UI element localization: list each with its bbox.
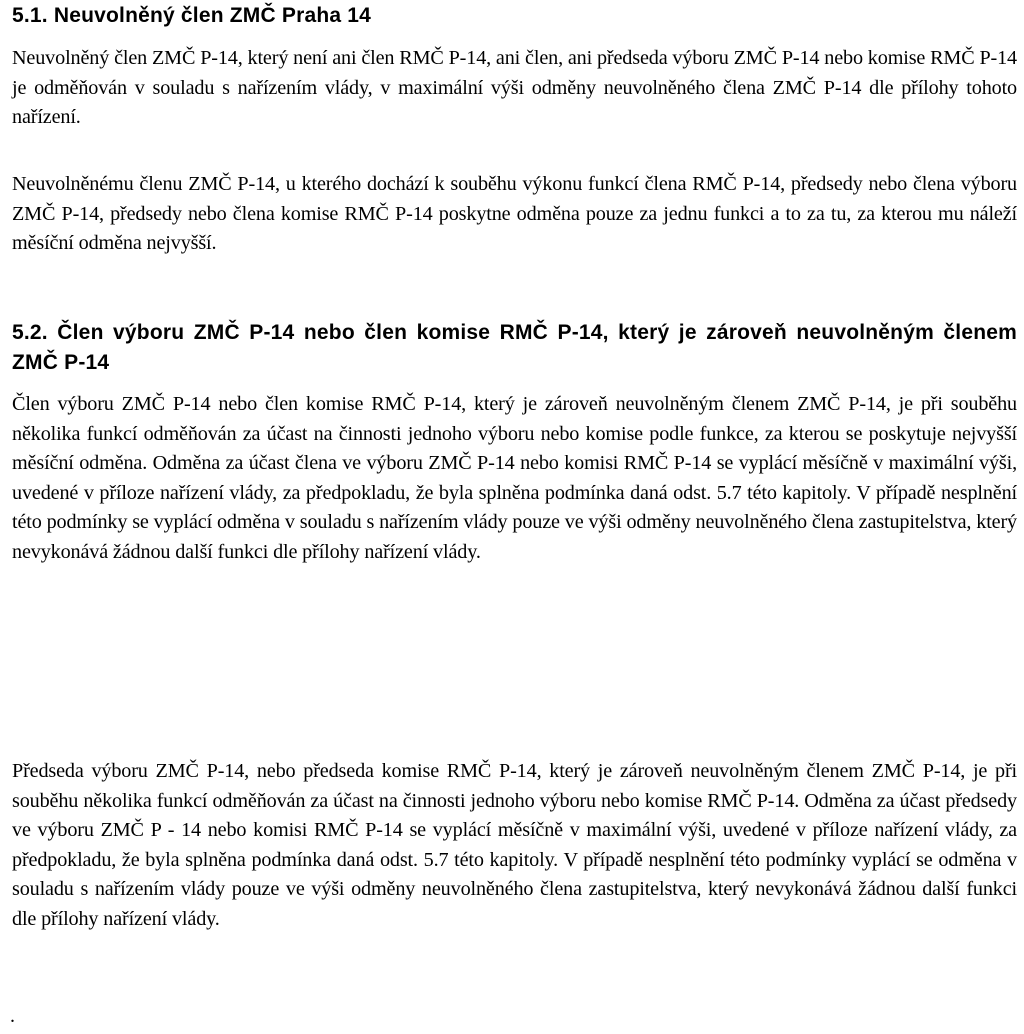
trailing-mark: . <box>10 1005 15 1027</box>
section-5-1-paragraph-1: Neuvolněný člen ZMČ P-14, který není ani člen RMČ P-14, ani člen, ani předseda výboru ZMČ P-14 nebo komise RMČ P-14 je odměňován v souladu s nařízením vlády, v maximální výši odměny neuvolněného člena ZMČ P-14 dle přílohy tohoto nařízení. <box>12 47 1017 128</box>
section-5-2-paragraph-1: Člen výboru ZMČ P-14 nebo člen komise RMČ P-14, který je zároveň neuvolněným členem ZMČ P-14, je při souběhu několika funkcí odměňován za účast na činnosti jednoho výboru nebo komise podle funkce, za kterou se poskytuje nejvyšší měsíční odměna. Odměna za účast člena ve výboru ZMČ P-14 nebo komisi RMČ P-14 se vyplácí měsíčně v maximální výši, uvedené v příloze nařízení vlády, za předpokladu, že byla splněna podmínka daná odst. 5.7 této kapitoly. V případě nesplnění této podmínky se vyplácí odměna v souladu s nařízením vlády pouze ve výši odměny neuvolněného člena zastupitelstva, který nevykonává žádnou další funkci dle přílohy nařízení vlády. <box>12 393 1017 563</box>
section-5-2-heading: 5.2. Člen výboru ZMČ P-14 nebo člen komise RMČ P-14, který je zároveň neuvolněným členem ZMČ P-14 <box>12 321 1017 374</box>
section-5-2-paragraph-2: Předseda výboru ZMČ P-14, nebo předseda komise RMČ P-14, který je zároveň neuvolněným členem ZMČ P-14, je při souběhu několika funkcí odměňován za účast na činnosti jednoho výboru nebo komise RMČ P-14. Odměna za účast předsedy ve výboru ZMČ P - 14 nebo komisi RMČ P-14 se vyplácí měsíčně v maximální výši, uvedené v příloze nařízení vlády, za předpokladu, že byla splněna podmínka daná odst. 5.7 této kapitoly. V případě nesplnění této podmínky vyplácí se odměna v souladu s nařízením vlády pouze ve výši odměny neuvolněného člena zastupitelstva, který nevykonává žádnou další funkci dle přílohy nařízení vlády. <box>12 760 1017 930</box>
section-5-1-heading: 5.1. Neuvolněný člen ZMČ Praha 14 <box>12 4 372 27</box>
section-5-1-paragraph-2: Neuvolněnému členu ZMČ P-14, u kterého dochází k souběhu výkonu funkcí člena RMČ P-14, předsedy nebo člena výboru ZMČ P-14, předsedy nebo člena komise RMČ P-14 poskytne odměna pouze za jednu funkci a to za tu, za kterou mu náleží měsíční odměna nejvyšší. <box>12 173 1017 254</box>
